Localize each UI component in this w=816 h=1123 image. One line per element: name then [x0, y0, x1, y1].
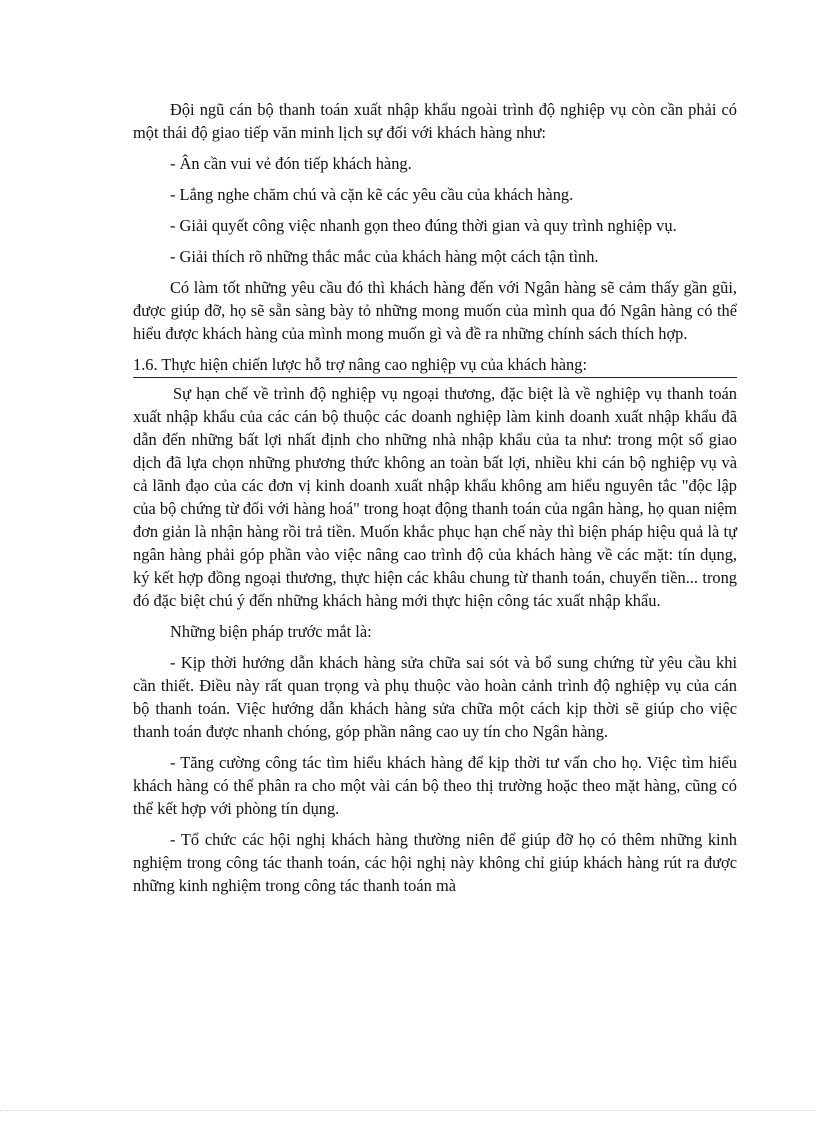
paragraph: Những biện pháp trước mắt là: — [170, 622, 372, 641]
page-bottom-divider — [0, 1110, 816, 1111]
paragraph: Đội ngũ cán bộ thanh toán xuất nhập khẩu ngoài trình độ nghiệp vụ còn cần phải có một thái độ giao tiếp văn minh lịch sự đối với khách hàng như: — [133, 100, 737, 142]
paragraph: Có làm tốt những yêu cầu đó thì khách hàng đến với Ngân hàng sẽ cảm thấy gần gũi, được giúp đỡ, họ sẽ sẵn sàng bày tỏ những mong muốn của mình qua đó Ngân hàng có thể hiểu được khách hàng của mình mong muốn gì và đề ra những chính sách thích hợp. — [133, 278, 737, 343]
list-item: - Ân cần vui vẻ đón tiếp khách hàng. — [170, 154, 412, 173]
list-item: - Kịp thời hướng dẫn khách hàng sửa chữa sai sót và bổ sung chứng từ yêu cầu khi cần thiết. Điều này rất quan trọng và phụ thuộc vào hoàn cảnh trình độ nghiệp vụ của cán bộ thanh toán. Việc hướng dẫn khách hàng sửa chữa một cách kịp thời sẽ giúp cho việc thanh toán được nhanh chóng, góp phần nâng cao uy tín cho Ngân hàng. — [133, 653, 737, 741]
section-heading: 1.6. Thực hiện chiến lược hỗ trợ nâng cao nghiệp vụ của khách hàng: — [133, 353, 737, 378]
list-item: - Tăng cường công tác tìm hiểu khách hàng để kịp thời tư vấn cho họ. Việc tìm hiểu khách hàng có thể phân ra cho một vài cán bộ theo thị trường hoặc theo mặt hàng, cũng có thể kết hợp với phòng tín dụng. — [133, 753, 737, 818]
list-item: - Lắng nghe chăm chú và cặn kẽ các yêu cầu của khách hàng. — [170, 185, 574, 204]
list-item: - Giải thích rõ những thắc mắc của khách hàng một cách tận tình. — [170, 247, 599, 266]
list-item: - Giải quyết công việc nhanh gọn theo đúng thời gian và quy trình nghiệp vụ. — [170, 216, 677, 235]
document-page — [133, 98, 737, 897]
list-item: - Tổ chức các hội nghị khách hàng thường niên để giúp đỡ họ có thêm những kinh nghiệm trong công tác thanh toán, các hội nghị này không chỉ giúp khách hàng rút ra được những kinh nghiệm trong công tác thanh toán mà — [133, 830, 737, 895]
paragraph: Sự hạn chế về trình độ nghiệp vụ ngoại thương, đặc biệt là về nghiệp vụ thanh toán xuất nhập khẩu của các cán bộ thuộc các doanh nghiệp làm kinh doanh xuất nhập khẩu đã dẫn đến những bất lợi nhất định cho những nhà nhập khẩu của ta như: trong một số giao dịch đã lựa chọn những phương thức không an toàn bất lợi, nhiều khi cán bộ nghiệp vụ và cả lãnh đạo của các đơn vị kinh doanh xuất nhập khẩu không am hiểu nguyên tắc "độc lập của bộ chứng từ đối với hàng hoá" trong hoạt động thanh toán của ngân hàng, họ quan niệm đơn giản là nhận hàng rồi trả tiền. Muốn khắc phục hạn chế này thì biện pháp hiệu quả là tự ngân hàng phải góp phần vào việc nâng cao trình độ của khách hàng về các mặt: tín dụng, ký kết hợp đồng ngoại thương, thực hiện các khâu chung từ thanh toán, chuyển tiền... trong đó đặc biệt chú ý đến những khách hàng mới thực hiện công tác xuất nhập khẩu. — [133, 384, 737, 610]
